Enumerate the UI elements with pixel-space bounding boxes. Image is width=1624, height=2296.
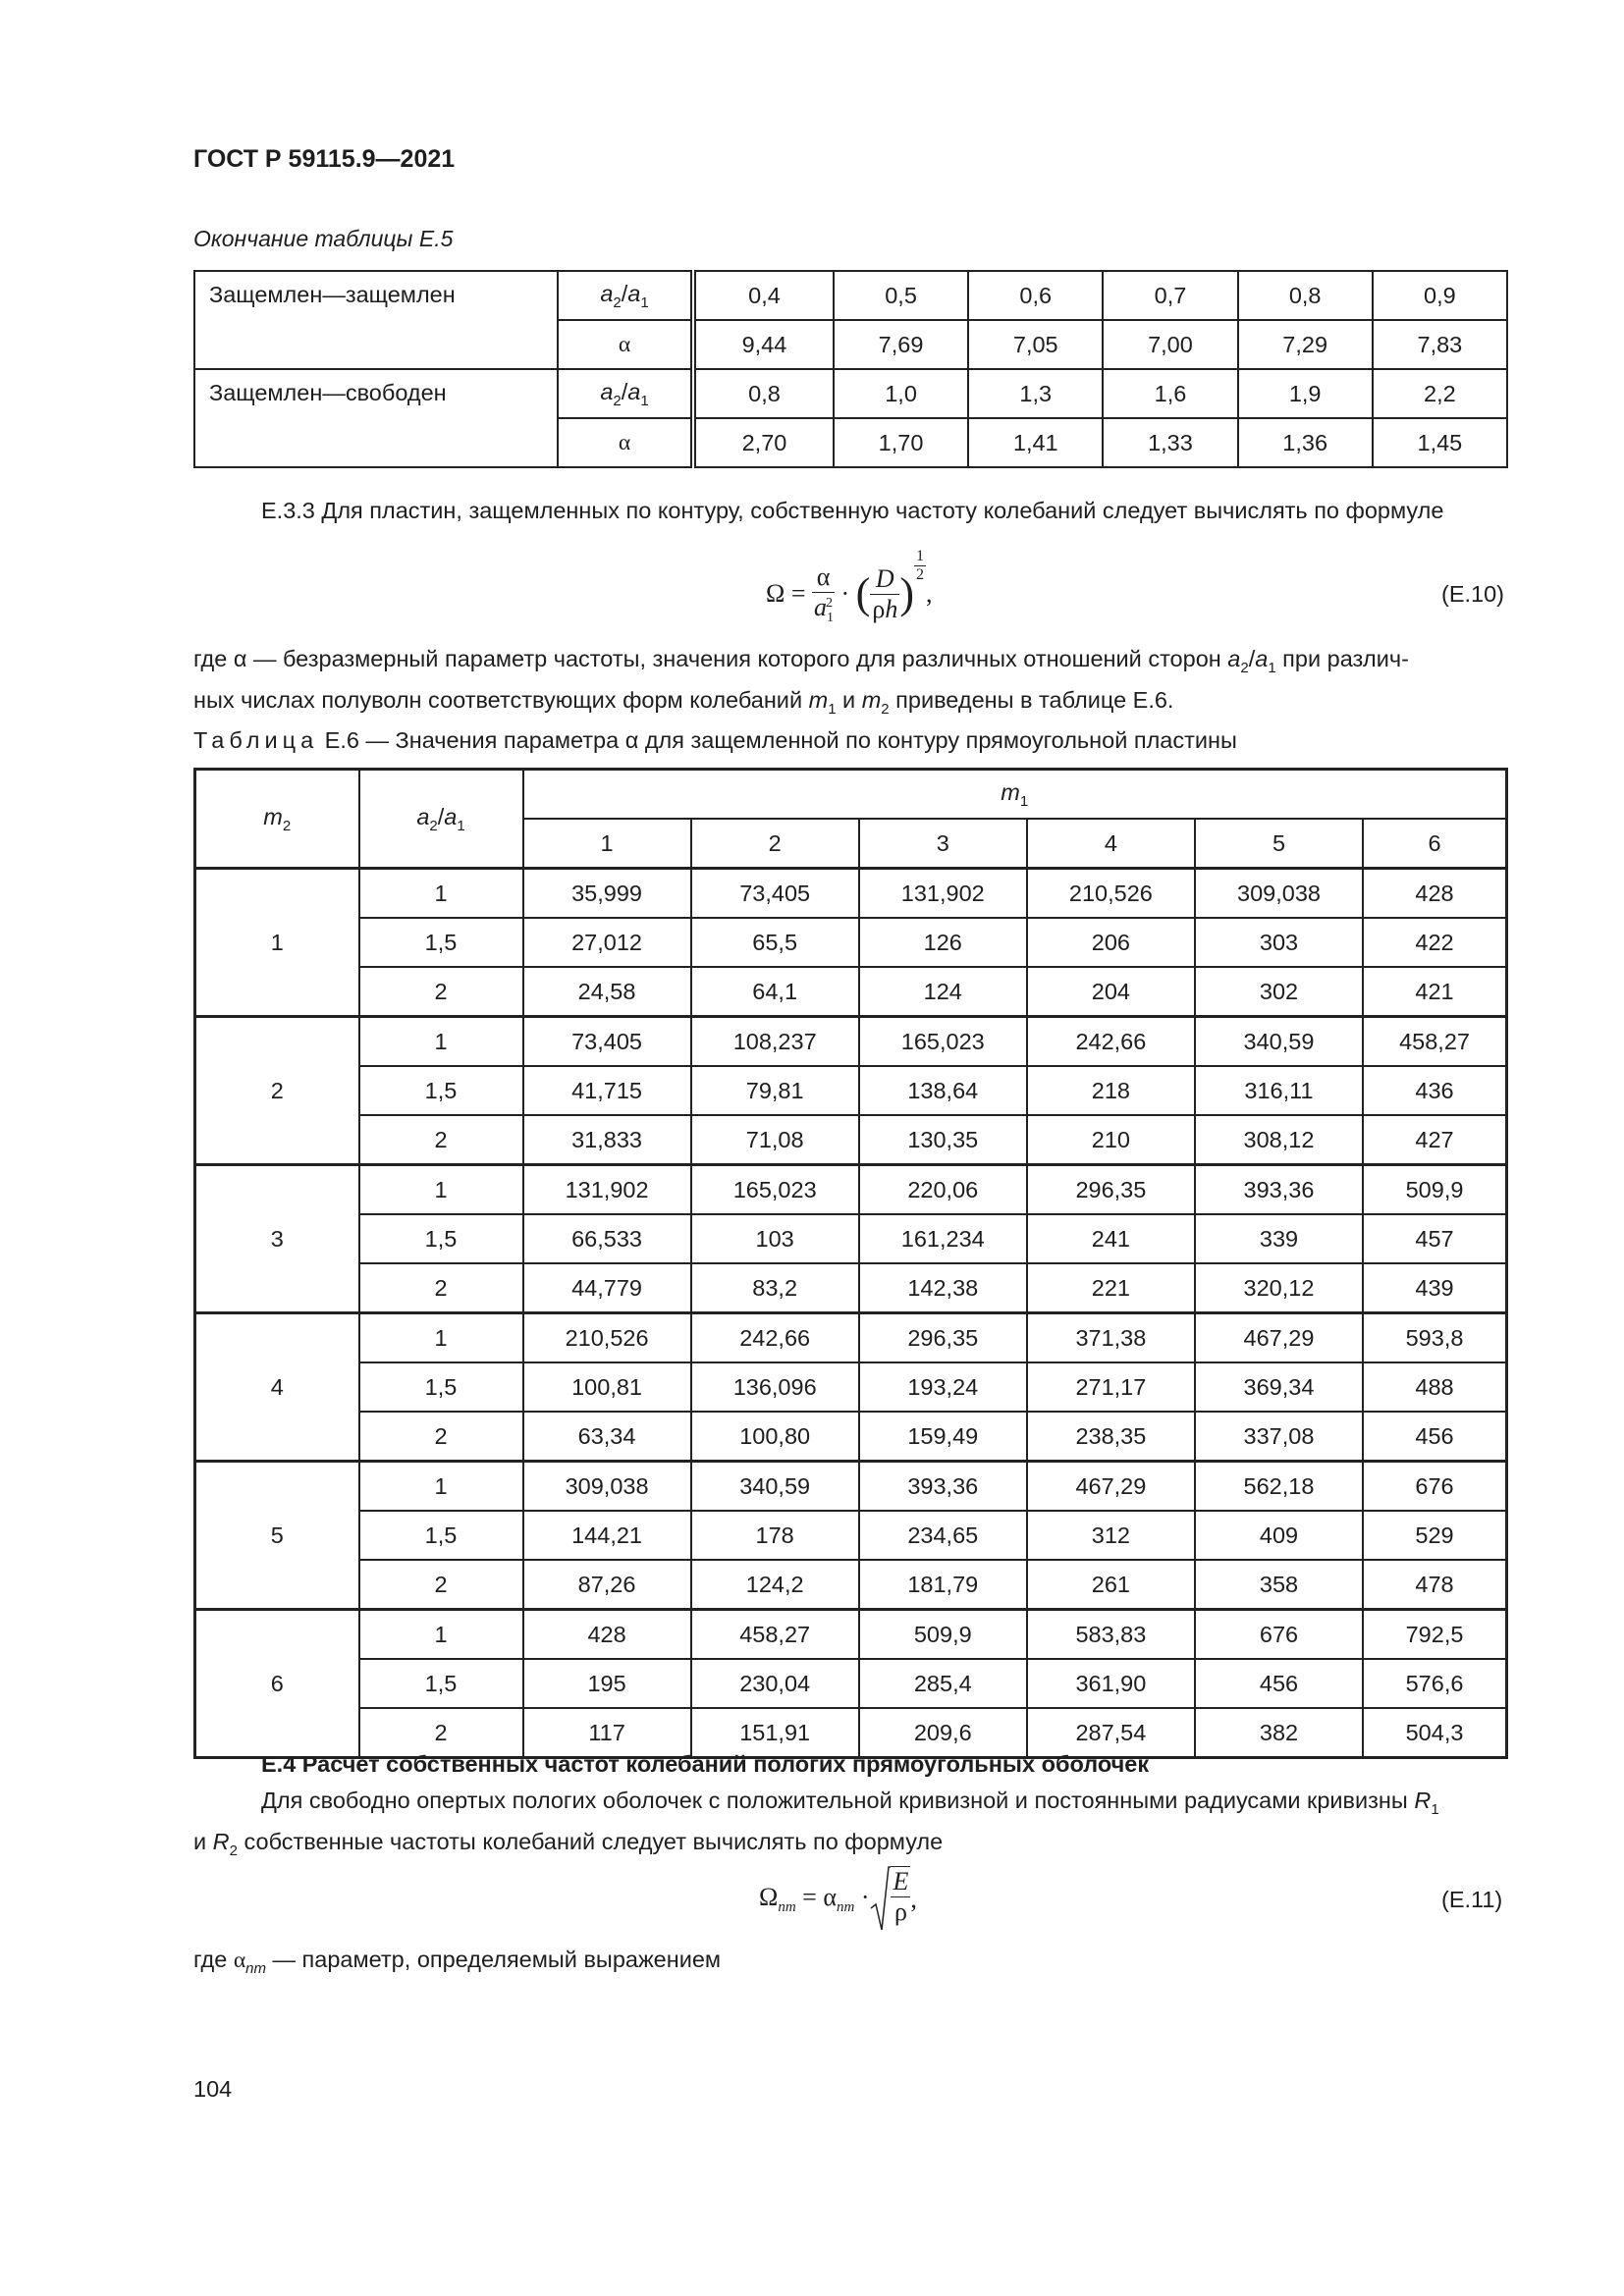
table-cell: 422: [1363, 918, 1506, 967]
table-cell: 151,91: [691, 1708, 859, 1758]
table-cell: 206: [1027, 918, 1195, 967]
table-cell: 193,24: [859, 1362, 1027, 1412]
table-cell: 242,66: [691, 1313, 859, 1363]
table-cell: 271,17: [1027, 1362, 1195, 1412]
ratio-cell: 2: [359, 1560, 523, 1610]
table-cell: 488: [1363, 1362, 1506, 1412]
table-row: [195, 1462, 1507, 1512]
table-cell: 0,7: [1103, 271, 1237, 320]
header-ratio: $a_2/a_1$: [359, 770, 523, 869]
ratio-cell: 1: [359, 1610, 523, 1660]
table-cell: 1,0: [834, 369, 968, 418]
formula-e10: Ω = $\frac{\alpha}{a_1^2}$ · ( $\frac{D}{\rho h}$ ) $\frac{1}{2}$ ,: [766, 548, 933, 625]
table-continuation-caption: Окончание таблицы Е.5: [193, 226, 454, 251]
table-cell: 393,36: [1195, 1165, 1363, 1215]
table-cell: 478: [1363, 1560, 1506, 1610]
table-cell: 64,1: [691, 967, 859, 1017]
ratio-cell: 1,5: [359, 1362, 523, 1412]
ratio-cell: 1: [359, 1462, 523, 1512]
table-cell: 100,81: [523, 1362, 691, 1412]
table-cell: 583,83: [1027, 1610, 1195, 1660]
table-cell: 467,29: [1195, 1313, 1363, 1363]
table-cell: 241: [1027, 1214, 1195, 1263]
table-row: [195, 1066, 1507, 1115]
table-cell: 144,21: [523, 1511, 691, 1560]
table-cell: 124,2: [691, 1560, 859, 1610]
table-cell: 303: [1195, 918, 1363, 967]
ratio-cell: 2: [359, 1708, 523, 1758]
table-cell: 7,00: [1103, 320, 1237, 369]
table-cell: 108,237: [691, 1017, 859, 1067]
header-m1-value: 6: [1363, 819, 1506, 869]
table-row: [195, 1165, 1507, 1215]
table-cell: 302: [1195, 967, 1363, 1017]
table-cell: 339: [1195, 1214, 1363, 1263]
ratio-cell: 1,5: [359, 1066, 523, 1115]
table-cell: 87,26: [523, 1560, 691, 1610]
table-cell: 161,234: [859, 1214, 1027, 1263]
table-cell: 195: [523, 1659, 691, 1708]
table-cell: 131,902: [859, 869, 1027, 919]
table-cell: 457: [1363, 1214, 1506, 1263]
m2-cell: 6: [195, 1610, 359, 1758]
table-cell: 509,9: [859, 1610, 1027, 1660]
table-cell: 2,2: [1373, 369, 1507, 418]
table-cell: 181,79: [859, 1560, 1027, 1610]
section-e4-paragraph: Для свободно опертых пологих оболочек с положительной кривизной и постоянными радиусами кривизны $R_1$ и $R_2$ собственные частоты колебаний следует вычислять по формуле: [193, 1788, 1439, 1859]
table-row: [195, 1263, 1507, 1313]
table-row: [195, 1214, 1507, 1263]
table-cell: 504,3: [1363, 1708, 1506, 1758]
table-cell: 1,36: [1238, 418, 1373, 467]
table-cell: 439: [1363, 1263, 1506, 1313]
table-cell: 1,45: [1373, 418, 1507, 467]
table-e6-caption: Таблица Е.6 — Значения параметра α для защемленной по контуру прямоугольной пластины: [193, 727, 1237, 753]
table-cell: 210,526: [523, 1313, 691, 1363]
table-cell: 35,999: [523, 869, 691, 919]
table-cell: 2,70: [693, 418, 834, 467]
table-cell: 178: [691, 1511, 859, 1560]
table-cell: 1,9: [1238, 369, 1373, 418]
table-cell: 316,11: [1195, 1066, 1363, 1115]
header-m1-value: 5: [1195, 819, 1363, 869]
section-e4-heading: Е.4 Расчет собственных частот колебаний пологих прямоугольных оболочек: [261, 1751, 1150, 1777]
table-cell: 230,04: [691, 1659, 859, 1708]
ratio-cell: 1,5: [359, 1214, 523, 1263]
table-cell: 79,81: [691, 1066, 859, 1115]
table-cell: 1,33: [1103, 418, 1237, 467]
ratio-cell: 1: [359, 1017, 523, 1067]
table-cell: 467,29: [1027, 1462, 1195, 1512]
table-cell: 73,405: [691, 869, 859, 919]
table-cell: 209,6: [859, 1708, 1027, 1758]
table-cell: 242,66: [1027, 1017, 1195, 1067]
table-cell: 7,05: [968, 320, 1103, 369]
table-cell: 296,35: [859, 1313, 1027, 1363]
table-row: [195, 1412, 1507, 1462]
header-m1-value: 2: [691, 819, 859, 869]
header-m1-value: 3: [859, 819, 1027, 869]
header-m1-value: 4: [1027, 819, 1195, 869]
alpha-label: α: [558, 418, 693, 467]
table-cell: 218: [1027, 1066, 1195, 1115]
table-cell: 27,012: [523, 918, 691, 967]
ratio-cell: 2: [359, 967, 523, 1017]
table-e5-end: [193, 270, 1508, 468]
table-row: [194, 271, 1507, 320]
table-cell: 0,6: [968, 271, 1103, 320]
where-e11: где $\alpha_{nm}$ — параметр, определяемый выражением: [193, 1947, 722, 1977]
table-cell: 1,41: [968, 418, 1103, 467]
table-cell: 312: [1027, 1511, 1195, 1560]
table-cell: 309,038: [523, 1462, 691, 1512]
table-cell: 428: [523, 1610, 691, 1660]
table-cell: 100,80: [691, 1412, 859, 1462]
table-cell: 136,096: [691, 1362, 859, 1412]
table-cell: 65,5: [691, 918, 859, 967]
table-row: [195, 869, 1507, 919]
table-cell: 393,36: [859, 1462, 1027, 1512]
table-cell: 31,833: [523, 1115, 691, 1165]
table-cell: 340,59: [691, 1462, 859, 1512]
ratio-cell: 1,5: [359, 1659, 523, 1708]
table-cell: 427: [1363, 1115, 1506, 1165]
table-cell: 0,4: [693, 271, 834, 320]
ratio-cell: 2: [359, 1115, 523, 1165]
table-cell: 73,405: [523, 1017, 691, 1067]
table-cell: 792,5: [1363, 1610, 1506, 1660]
table-cell: 458,27: [691, 1610, 859, 1660]
equation-number-e10: (Е.10): [1441, 581, 1504, 607]
m2-cell: 4: [195, 1313, 359, 1462]
table-row: [195, 1560, 1507, 1610]
table-cell: 458,27: [1363, 1017, 1506, 1067]
table-cell: 676: [1363, 1462, 1506, 1512]
paragraph-e33: Е.3.3 Для пластин, защемленных по контуру, собственную частоту колебаний следует вычислять по формуле: [261, 498, 1444, 523]
sqrt-symbol: [869, 1865, 891, 1934]
table-cell: 296,35: [1027, 1165, 1195, 1215]
table-cell: 103: [691, 1214, 859, 1263]
table-cell: 44,779: [523, 1263, 691, 1313]
table-cell: 159,49: [859, 1412, 1027, 1462]
table-cell: 320,12: [1195, 1263, 1363, 1313]
table-cell: 221: [1027, 1263, 1195, 1313]
table-cell: 0,8: [693, 369, 834, 418]
table-row: [195, 1115, 1507, 1165]
table-cell: 238,35: [1027, 1412, 1195, 1462]
table-cell: 358: [1195, 1560, 1363, 1610]
table-cell: 371,38: [1027, 1313, 1195, 1363]
table-row: [195, 967, 1507, 1017]
table-cell: 126: [859, 918, 1027, 967]
condition-cell: Защемлен—защемлен: [194, 271, 558, 369]
table-cell: 204: [1027, 967, 1195, 1017]
table-cell: 63,34: [523, 1412, 691, 1462]
table-row: [195, 918, 1507, 967]
table-cell: 234,65: [859, 1511, 1027, 1560]
table-cell: 71,08: [691, 1115, 859, 1165]
table-cell: 0,8: [1238, 271, 1373, 320]
table-cell: 124: [859, 967, 1027, 1017]
ratio-cell: 1: [359, 1313, 523, 1363]
condition-cell: Защемлен—свободен: [194, 369, 558, 467]
ratio-cell: 1: [359, 1165, 523, 1215]
table-cell: 428: [1363, 869, 1506, 919]
ratio-label: $a_2/a_1$: [558, 271, 693, 320]
table-cell: 361,90: [1027, 1659, 1195, 1708]
table-cell: 131,902: [523, 1165, 691, 1215]
page-number: 104: [193, 2076, 233, 2102]
table-cell: 7,29: [1238, 320, 1373, 369]
table-cell: 285,4: [859, 1659, 1027, 1708]
table-cell: 41,715: [523, 1066, 691, 1115]
table-cell: 509,9: [1363, 1165, 1506, 1215]
table-cell: 576,6: [1363, 1659, 1506, 1708]
ratio-cell: 1: [359, 869, 523, 919]
table-cell: 165,023: [859, 1017, 1027, 1067]
table-row: [195, 1511, 1507, 1560]
header-m1-value: 1: [523, 819, 691, 869]
table-cell: 0,5: [834, 271, 968, 320]
m2-cell: 1: [195, 869, 359, 1017]
table-cell: 66,533: [523, 1214, 691, 1263]
table-cell: 287,54: [1027, 1708, 1195, 1758]
table-cell: 130,35: [859, 1115, 1027, 1165]
equation-number-e11: (Е.11): [1441, 1887, 1503, 1912]
table-cell: 0,9: [1373, 271, 1507, 320]
table-cell: 1,3: [968, 369, 1103, 418]
table-cell: 340,59: [1195, 1017, 1363, 1067]
table-cell: 308,12: [1195, 1115, 1363, 1165]
table-cell: 24,58: [523, 967, 691, 1017]
table-row: [195, 1659, 1507, 1708]
where-e10: где α — безразмерный параметр частоты, значения которого для различных отношений сторон $a_2/a_1$ при различ- ных числах полуволн соответствующих форм колебаний $m_1$ и $m_2$ приведены в таблице Е.6.: [193, 646, 1409, 718]
table-cell: 593,8: [1363, 1313, 1506, 1363]
table-cell: 7,83: [1373, 320, 1507, 369]
table-cell: 210: [1027, 1115, 1195, 1165]
ratio-label: $a_2/a_1$: [558, 369, 693, 418]
table-cell: 210,526: [1027, 869, 1195, 919]
table-cell: 409: [1195, 1511, 1363, 1560]
document-header: ГОСТ Р 59115.9—2021: [193, 145, 456, 173]
table-cell: 456: [1363, 1412, 1506, 1462]
table-cell: 562,18: [1195, 1462, 1363, 1512]
table-row: [195, 1017, 1507, 1067]
table-cell: 676: [1195, 1610, 1363, 1660]
alpha-label: α: [558, 320, 693, 369]
table-cell: 165,023: [691, 1165, 859, 1215]
ratio-cell: 1,5: [359, 1511, 523, 1560]
table-cell: 421: [1363, 967, 1506, 1017]
table-cell: 220,06: [859, 1165, 1027, 1215]
header-m1: $m_1$: [523, 770, 1507, 820]
table-row: [195, 1362, 1507, 1412]
header-m2: $m_2$: [195, 770, 359, 869]
table-row: [194, 369, 1507, 418]
table-row: [195, 1313, 1507, 1363]
table-cell: 9,44: [693, 320, 834, 369]
table-cell: 436: [1363, 1066, 1506, 1115]
table-cell: 382: [1195, 1708, 1363, 1758]
m2-cell: 3: [195, 1165, 359, 1313]
table-cell: 83,2: [691, 1263, 859, 1313]
table-cell: 142,38: [859, 1263, 1027, 1313]
table-cell: 7,69: [834, 320, 968, 369]
ratio-cell: 2: [359, 1263, 523, 1313]
ratio-cell: 2: [359, 1412, 523, 1462]
table-e6: [193, 768, 1508, 1759]
table-cell: 369,34: [1195, 1362, 1363, 1412]
table-cell: 138,64: [859, 1066, 1027, 1115]
m2-cell: 2: [195, 1017, 359, 1165]
table-cell: 309,038: [1195, 869, 1363, 919]
formula-e11: $\Omega_{nm} = \alpha_{nm}$ · $\frac{E}{\rho}$ ,: [759, 1860, 917, 1939]
table-cell: 1,70: [834, 418, 968, 467]
table-row: [195, 1610, 1507, 1660]
table-cell: 337,08: [1195, 1412, 1363, 1462]
table-cell: 117: [523, 1708, 691, 1758]
m2-cell: 5: [195, 1462, 359, 1610]
table-cell: 261: [1027, 1560, 1195, 1610]
ratio-cell: 1,5: [359, 918, 523, 967]
table-cell: 456: [1195, 1659, 1363, 1708]
table-cell: 529: [1363, 1511, 1506, 1560]
table-cell: 1,6: [1103, 369, 1237, 418]
